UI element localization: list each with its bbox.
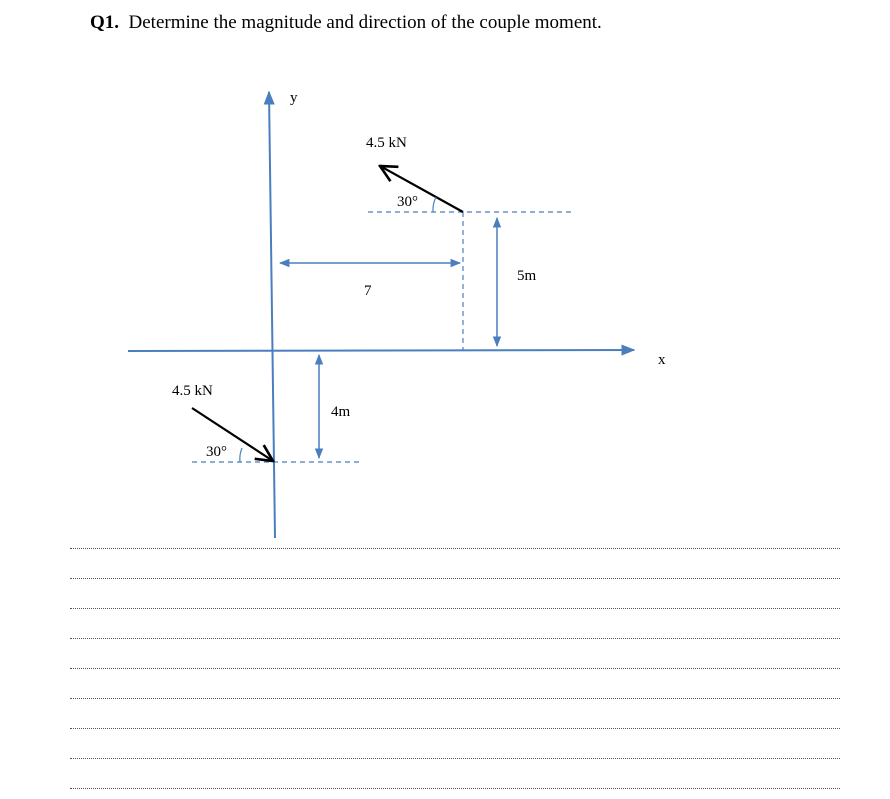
answer-line[interactable]	[70, 608, 840, 609]
bottom-force-arrow	[192, 408, 273, 461]
answer-line[interactable]	[70, 698, 840, 699]
answer-line[interactable]	[70, 578, 840, 579]
answer-line[interactable]	[70, 788, 840, 789]
bottom-angle-arc	[240, 448, 242, 462]
answer-line[interactable]	[70, 758, 840, 759]
x-axis	[128, 350, 634, 351]
bottom-force-label: 4.5 kN	[172, 383, 213, 399]
y-axis	[269, 92, 275, 538]
y-axis-label: y	[290, 90, 298, 106]
horizontal-dimension-label: 7	[364, 283, 372, 299]
answer-line[interactable]	[70, 638, 840, 639]
answer-line[interactable]	[70, 548, 840, 549]
vertical-dimension-top-label: 5m	[517, 268, 537, 284]
top-force-label: 4.5 kN	[366, 135, 407, 151]
answer-line[interactable]	[70, 668, 840, 669]
top-angle-arc	[433, 197, 436, 212]
bottom-angle-label: 30°	[206, 444, 227, 460]
question-number: Q1.	[90, 12, 120, 33]
x-axis-label: x	[658, 352, 666, 368]
top-force-arrow	[380, 166, 463, 212]
top-angle-label: 30°	[397, 194, 418, 210]
vertical-dimension-bottom-label: 4m	[331, 404, 351, 420]
question-body: Determine the magnitude and direction of the couple moment.	[128, 12, 602, 33]
answer-line[interactable]	[70, 728, 840, 729]
